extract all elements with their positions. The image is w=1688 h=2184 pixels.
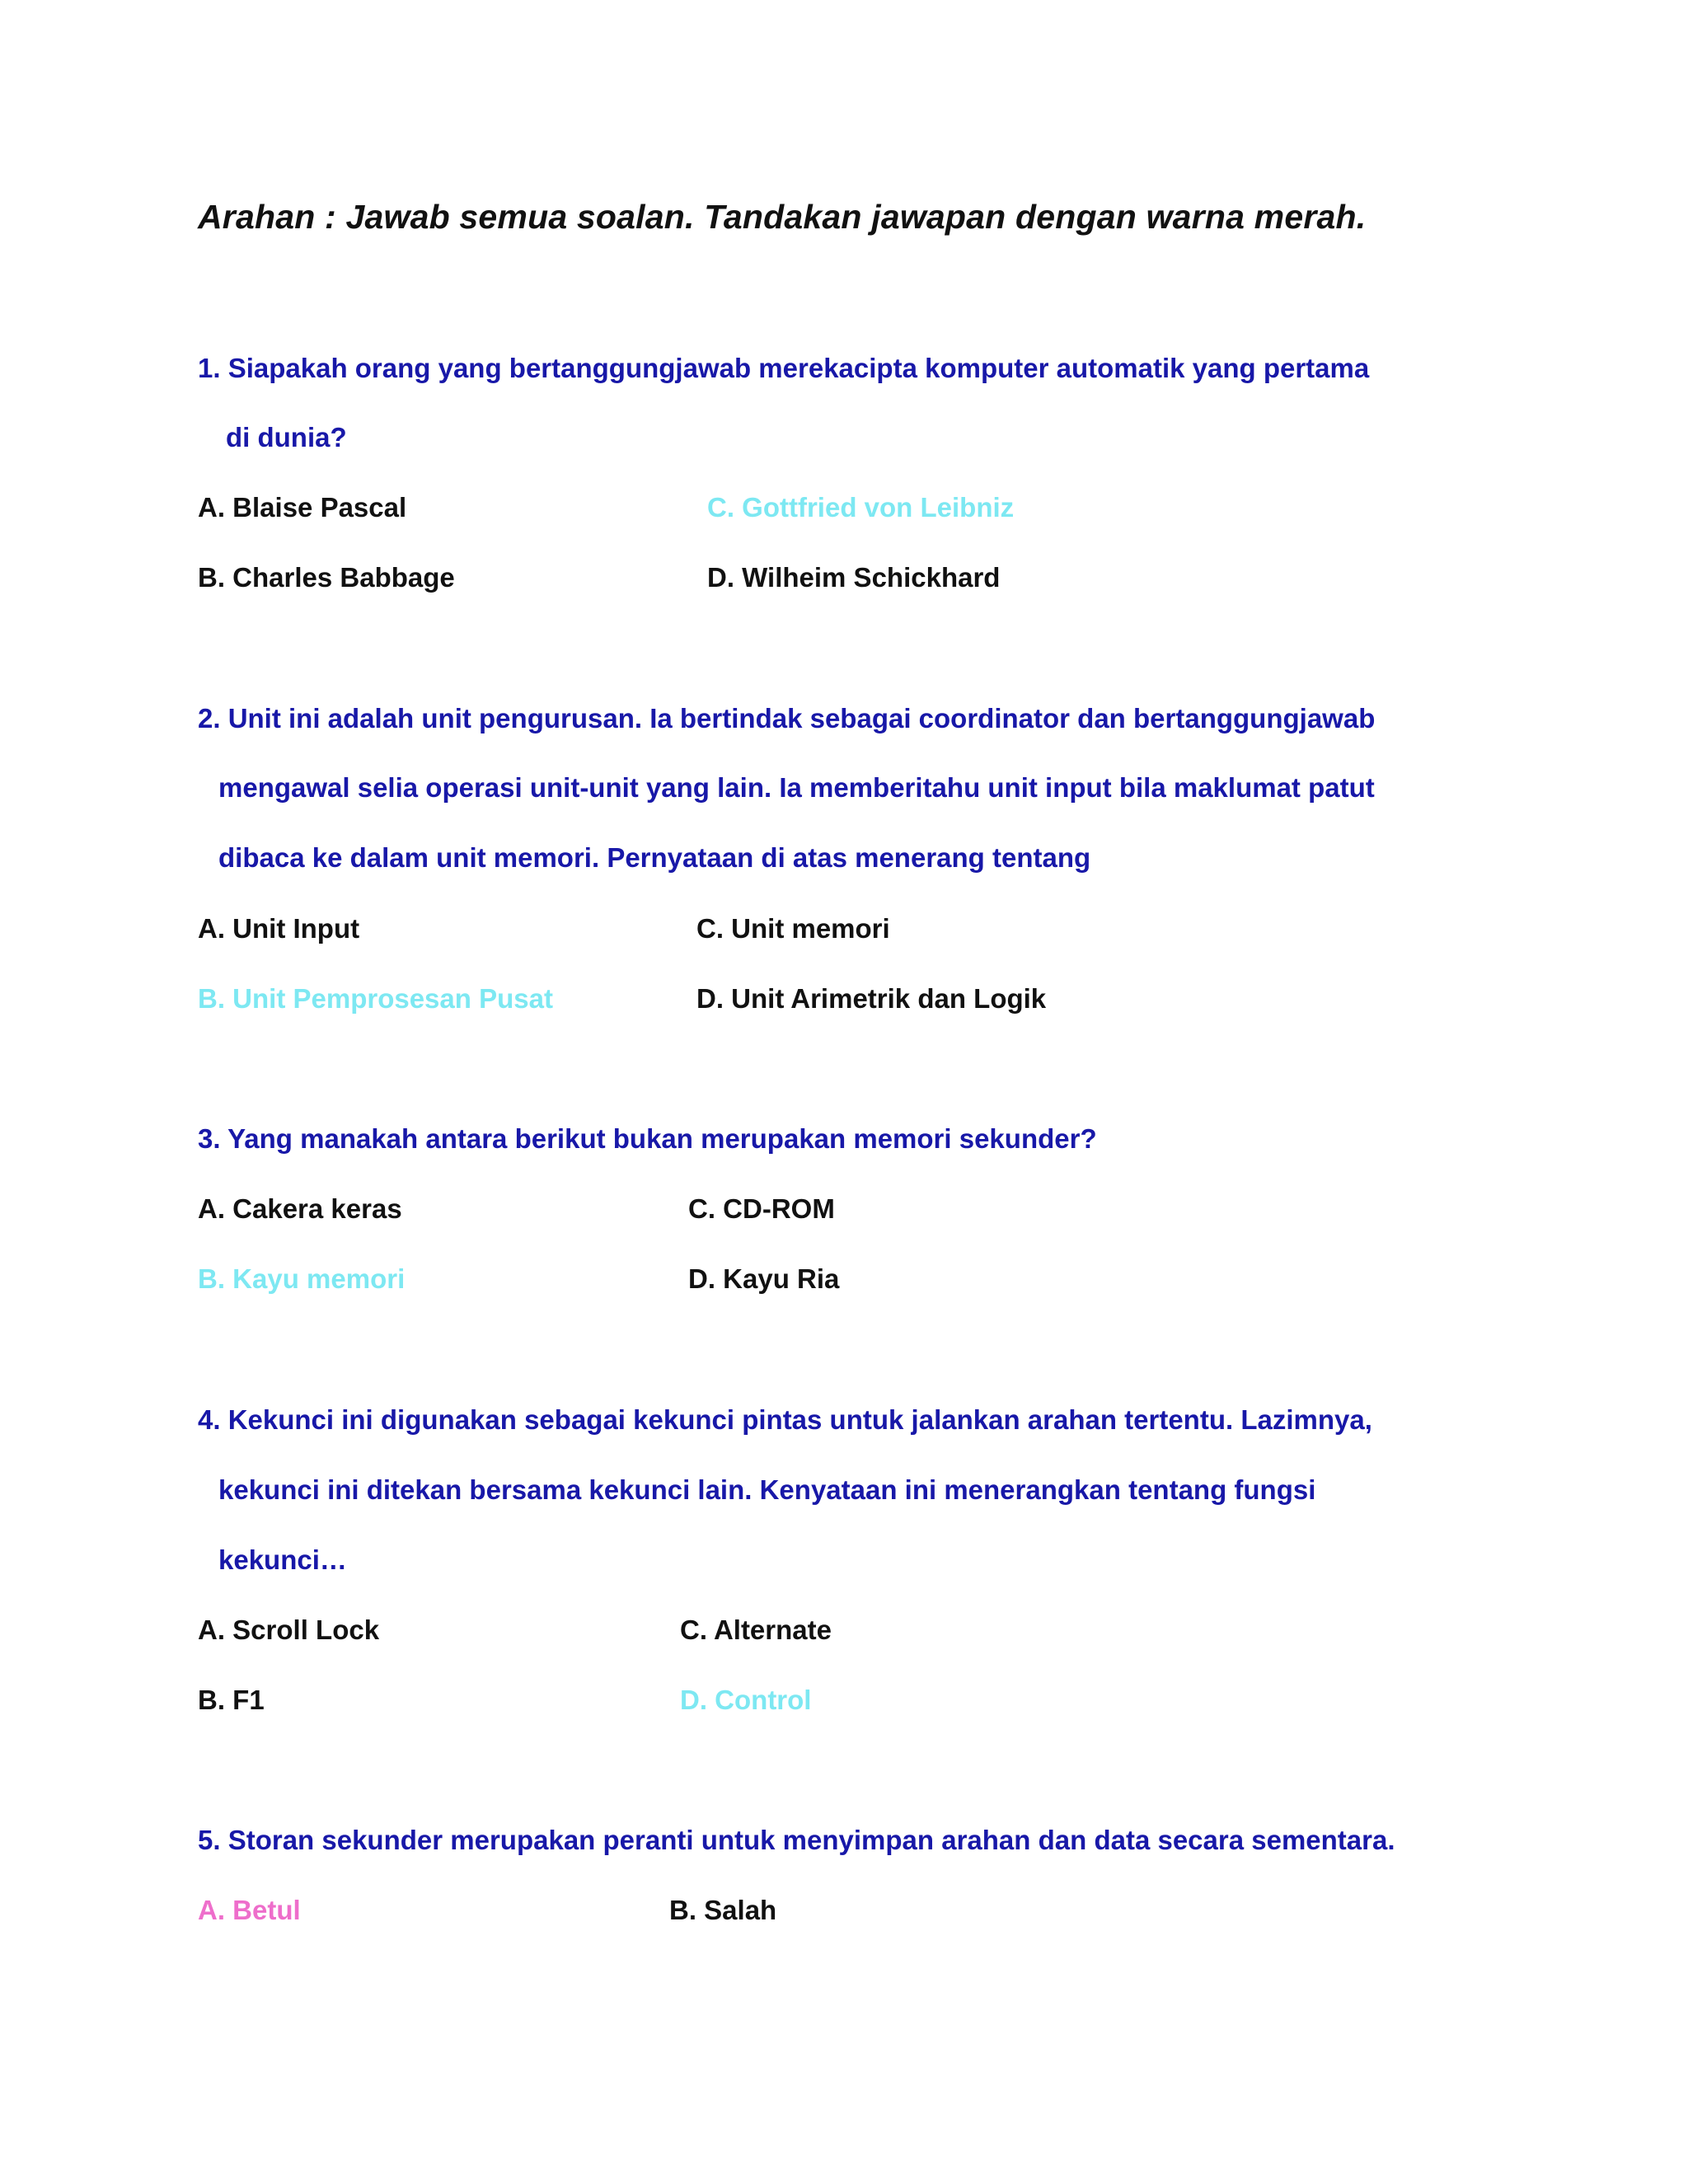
question-1-option-d: D. Wilheim Schickhard — [707, 562, 1001, 593]
question-5-text-line-1: 5. Storan sekunder merupakan peranti untuk menyimpan arahan dan data secara sementara. — [198, 1825, 1395, 1855]
question-1-option-a: A. Blaise Pascal — [198, 492, 407, 523]
question-2-text-line-2: mengawal selia operasi unit-unit yang lain. Ia memberitahu unit input bila maklumat patut — [218, 772, 1375, 803]
question-1-option-c-highlighted: C. Gottfried von Leibniz — [707, 492, 1015, 523]
question-2-option-d: D. Unit Arimetrik dan Logik — [696, 983, 1047, 1014]
question-1-text-line-1: 1. Siapakah orang yang bertanggungjawab merekacipta komputer automatik yang pertama — [198, 353, 1370, 383]
question-4-text-line-1: 4. Kekunci ini digunakan sebagai kekunci pintas untuk jalankan arahan tertentu. Lazimnya, — [198, 1404, 1372, 1435]
question-3-option-d: D. Kayu Ria — [688, 1263, 840, 1294]
question-2-option-a: A. Unit Input — [198, 913, 360, 944]
question-3-option-a: A. Cakera keras — [198, 1193, 402, 1224]
question-3-text-line-1: 3. Yang manakah antara berikut bukan merupakan memori sekunder? — [198, 1123, 1097, 1154]
question-4-option-b: B. F1 — [198, 1685, 265, 1715]
question-2-text-line-1: 2. Unit ini adalah unit pengurusan. Ia bertindak sebagai coordinator dan bertanggungjawab — [198, 703, 1376, 733]
question-2-text-line-3: dibaca ke dalam unit memori. Pernyataan di atas menerang tentang — [218, 842, 1091, 873]
question-1-text-line-2: di dunia? — [226, 422, 347, 452]
question-4-text-line-2: kekunci ini ditekan bersama kekunci lain. Kenyataan ini menerangkan tentang fungsi — [218, 1474, 1316, 1505]
question-2-option-c: C. Unit memori — [696, 913, 890, 944]
question-5-option-a-highlighted: A. Betul — [198, 1895, 301, 1925]
question-4-option-a: A. Scroll Lock — [198, 1615, 380, 1645]
question-5-option-b: B. Salah — [669, 1895, 777, 1925]
question-1-option-b: B. Charles Babbage — [198, 562, 455, 593]
question-4-option-c: C. Alternate — [680, 1615, 832, 1645]
question-3-option-c: C. CD-ROM — [688, 1193, 835, 1224]
question-4-option-d-highlighted: D. Control — [680, 1685, 812, 1715]
question-3-option-b-highlighted: B. Kayu memori — [198, 1263, 406, 1294]
question-4-text-line-3: kekunci… — [218, 1544, 347, 1575]
instruction-heading: Arahan : Jawab semua soalan. Tandakan jawapan dengan warna merah. — [198, 198, 1367, 236]
question-2-option-b-highlighted: B. Unit Pemprosesan Pusat — [198, 983, 553, 1014]
